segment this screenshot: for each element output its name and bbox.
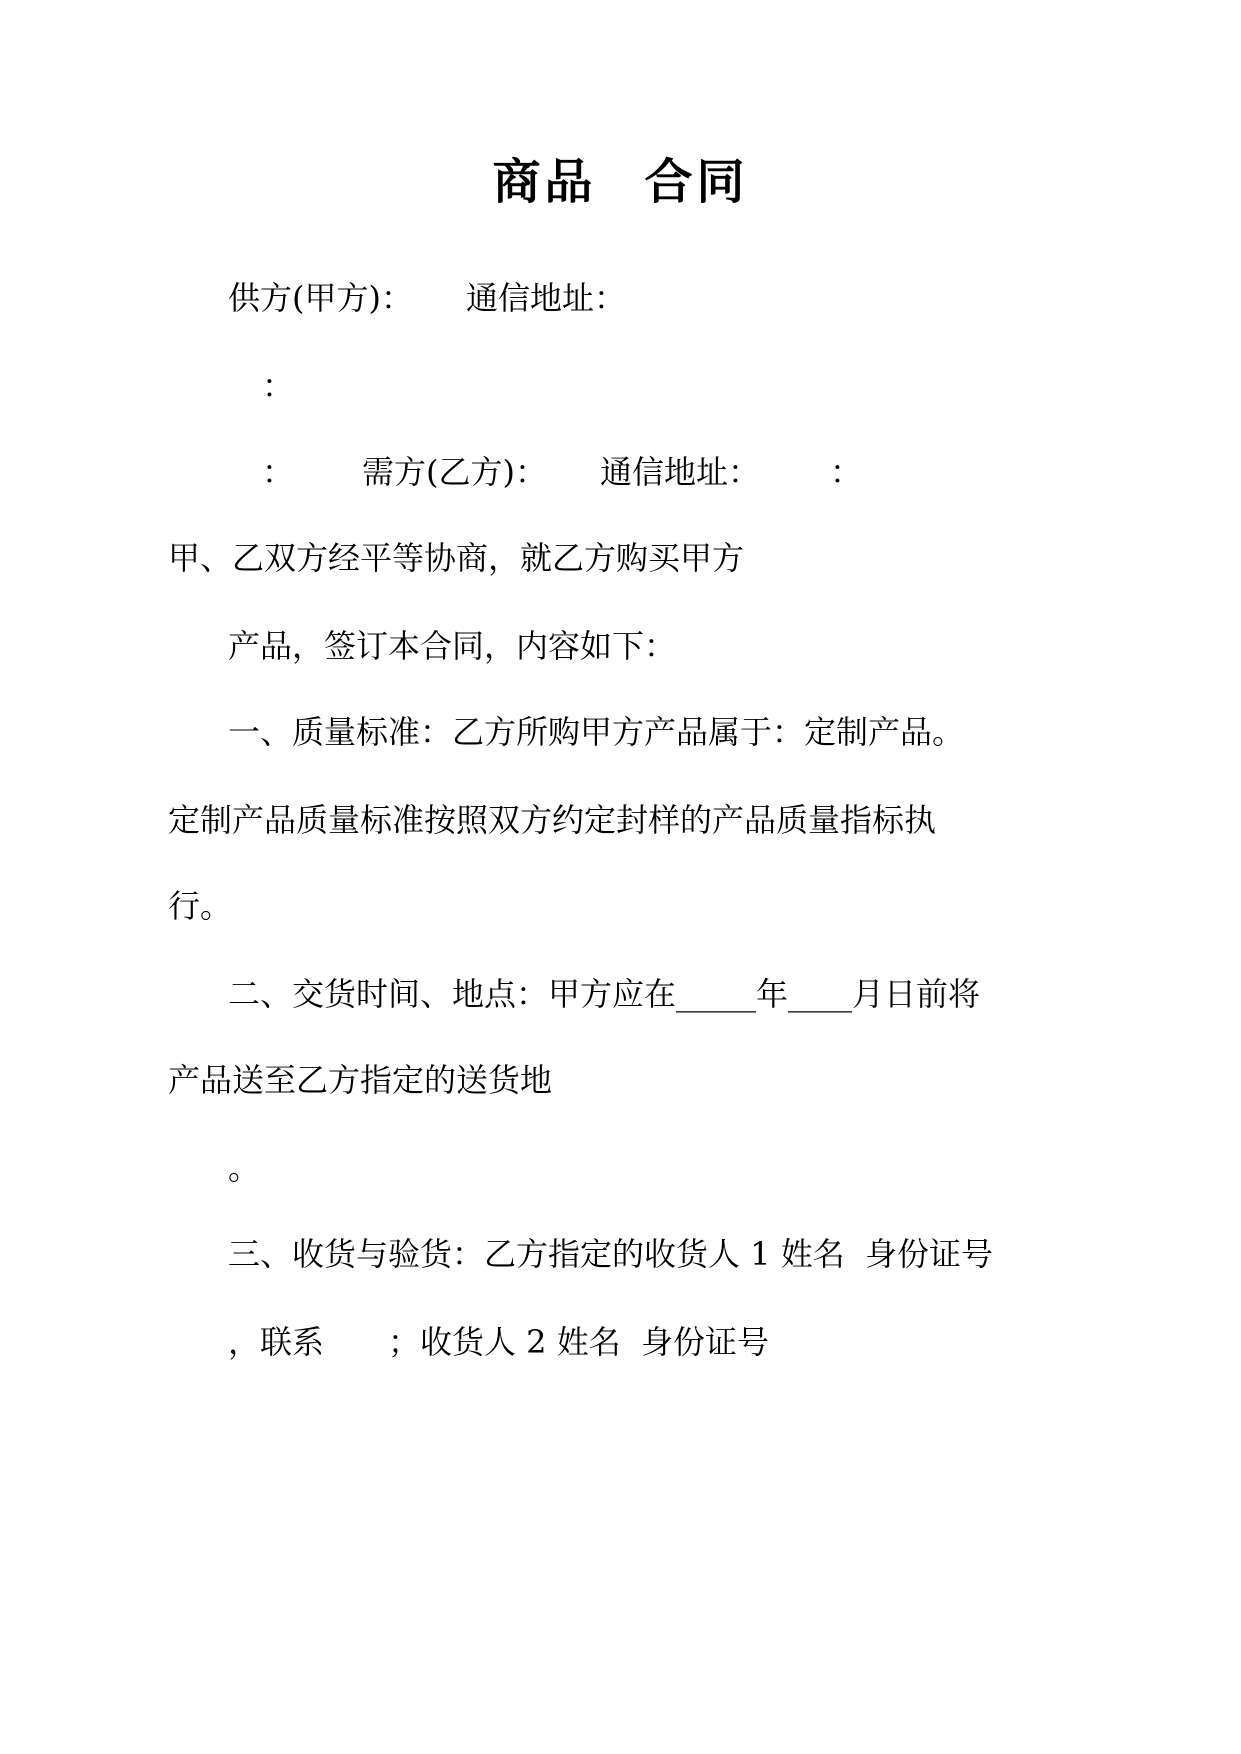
intro-line-2: 产品，签订本合同，内容如下： [228,627,677,665]
colon-mark-1: ： [262,367,295,405]
colon-mark-2: ： [262,453,295,491]
clause-1-line-2: 定制产品质量标准按照双方约定封样的产品质量指标执 [168,801,937,839]
clause-2-line-3: 。 [228,1149,261,1187]
clause-3-line-1: 三、收货与验货：乙方指定的收货人 1 姓名 身份证号 [228,1235,994,1273]
clause-3-line-2: ，联系 ；收货人 2 姓名 身份证号 [228,1323,770,1361]
colon-mark-3: ： [830,453,863,491]
clause-2-line-2: 产品送至乙方指定的送货地 [168,1061,553,1099]
clause-2-line-1: 二、交货时间、地点：甲方应在_____年____月日前将 [228,975,981,1013]
buyer-address-label: 通信地址： [600,453,761,491]
clause-1-line-1: 一、质量标准：乙方所购甲方产品属于：定制产品。 [228,713,965,751]
buyer-label: 需方(乙方)： [362,453,547,491]
intro-line-1: 甲、乙双方经平等协商，就乙方购买甲方 [168,539,745,577]
supplier-label: 供方(甲方)： [228,279,413,317]
clause-1-line-3: 行。 [168,887,233,925]
title-part-1: 商品 [492,154,597,210]
document-title [0,150,1241,214]
title-part-2: 合同 [644,154,749,210]
supplier-address-label: 通信地址： [466,279,627,317]
